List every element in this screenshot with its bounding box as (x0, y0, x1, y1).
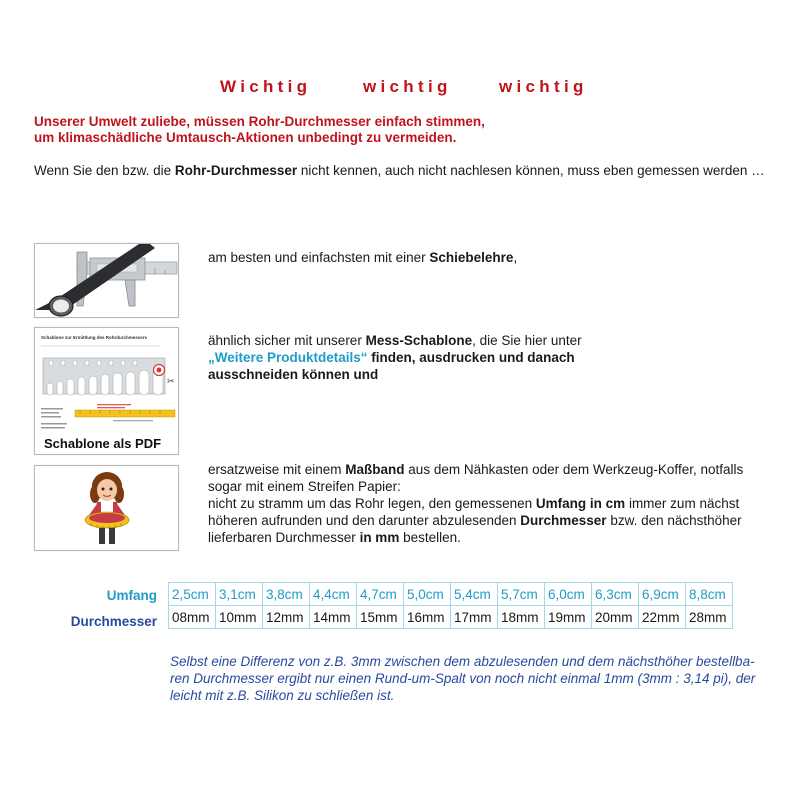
method-3-line-3-before: nicht zu stramm um das Rohr legen, den gemessenen (208, 496, 536, 511)
durchmesser-cell: 20mm (592, 606, 639, 629)
umfang-cell: 2,5cm (169, 583, 216, 606)
caliper-image (34, 243, 179, 318)
product-details-link[interactable]: „Weitere Produktdetails“ (208, 350, 368, 365)
durchmesser-cell: 15mm (357, 606, 404, 629)
intro-before: Wenn Sie den bzw. die (34, 163, 175, 178)
footnote-line-3: leicht mit z.B. Silikon zu schließen ist. (170, 688, 395, 703)
method-1-before: am besten und einfachsten mit einer (208, 250, 430, 265)
method-1-text (208, 249, 517, 266)
method-1-after: , (513, 250, 518, 265)
method-2-line-3-text: ausschneiden können und (208, 367, 379, 382)
svg-text:✂: ✂ (167, 377, 175, 387)
umfang-cell: 6,0cm (545, 583, 592, 606)
durchmesser-cell: 22mm (639, 606, 686, 629)
durchmesser-cell: 28mm (686, 606, 733, 629)
warning-line-2: um klimaschädliche Umtausch-Aktionen unbedingt zu vermeiden. (34, 130, 457, 145)
durchmesser-cell: 10mm (216, 606, 263, 629)
method-2-line-2 (208, 349, 582, 366)
intro-bold: Rohr-Durchmesser (174, 163, 298, 178)
umfang-row (169, 583, 733, 606)
title-word-1: Wichtig (220, 77, 312, 96)
method-2-before: ähnlich sicher mit unserer (208, 333, 366, 348)
durchmesser-cell: 17mm (451, 606, 498, 629)
umfang-cell: 3,8cm (263, 583, 310, 606)
method-3-line-5-before: lieferbaren Durchmesser (208, 530, 360, 545)
template-pdf-label: Schablone als PDF (44, 436, 162, 451)
method-3-text (208, 461, 743, 546)
method-3-line-1-before: ersatzweise mit einem (208, 462, 346, 477)
warning-line-1: Unserer Umwelt zuliebe, müssen Rohr-Durchmesser einfach stimmen, (34, 114, 485, 129)
template-pdf-image[interactable] (34, 327, 179, 455)
method-3-line-2: sogar mit einem Streifen Papier: (208, 479, 401, 494)
title-row (0, 77, 800, 99)
method-3-line-3-bold: Umfang in cm (535, 496, 626, 511)
method-1-bold: Schiebelehre (429, 250, 514, 265)
method-3-line-5-after: bestellen. (399, 530, 461, 545)
footnote-line-1: Selbst eine Differenz von z.B. 3mm zwischen dem abzulesenden und dem nächsthöher bestellba- (170, 654, 755, 669)
method-3-line-4-after: bzw. den nächsthöher (606, 513, 742, 528)
title-word-3: wichtig (499, 77, 588, 96)
umfang-cell: 4,7cm (357, 583, 404, 606)
umfang-cell: 5,4cm (451, 583, 498, 606)
method-3-line-1-after: aus dem Nähkasten oder dem Werkzeug-Koffer, notfalls (404, 462, 744, 477)
method-2-after: , die Sie hier unter (472, 333, 582, 348)
footnote-line-2: ren Durchmesser ergibt nur einen Rund-um-Spalt von noch nicht einmal 1mm (3mm : 3,14 pi), der (170, 671, 756, 686)
umfang-label: Umfang (106, 588, 157, 603)
umfang-cell: 5,0cm (404, 583, 451, 606)
durchmesser-label: Durchmesser (70, 614, 157, 629)
method-2-text (208, 332, 582, 383)
tape-measure-figure-image (34, 465, 179, 551)
durchmesser-cell: 18mm (498, 606, 545, 629)
umfang-cell: 6,3cm (592, 583, 639, 606)
template-thumb-header: Schablone zur Ermittlung des Rohrdurchmessers (41, 335, 148, 340)
umfang-cell: 3,1cm (216, 583, 263, 606)
warning-text (34, 114, 485, 146)
intro-text (34, 163, 765, 178)
tape-measure-figure-icon (35, 466, 178, 550)
umfang-cell: 6,9cm (639, 583, 686, 606)
durchmesser-cell: 19mm (545, 606, 592, 629)
method-3-line-4-before: höheren aufrunden und den darunter abzulesenden (208, 513, 521, 528)
method-2-line-2-text: finden, ausdrucken und danach (367, 350, 575, 365)
method-3-line-3-after: immer zum nächst (625, 496, 740, 511)
method-3-line-3 (208, 495, 743, 512)
method-3-line-4 (208, 512, 743, 529)
method-2-bold: Mess-Schablone (365, 333, 473, 348)
caliper-icon (35, 244, 178, 317)
footnote (170, 653, 770, 704)
method-3-line-4-bold: Durchmesser (520, 513, 607, 528)
durchmesser-cell: 08mm (169, 606, 216, 629)
durchmesser-cell: 12mm (263, 606, 310, 629)
title-word-2: wichtig (363, 77, 452, 96)
umfang-cell: 5,7cm (498, 583, 545, 606)
measurement-table (168, 582, 733, 629)
umfang-cell: 4,4cm (310, 583, 357, 606)
method-3-line-5 (208, 529, 743, 546)
umfang-cell: 8,8cm (686, 583, 733, 606)
intro-after: nicht kennen, auch nicht nachlesen können, muss eben gemessen werden … (297, 163, 765, 178)
method-3-line-5-bold: in mm (359, 530, 400, 545)
durchmesser-cell: 14mm (310, 606, 357, 629)
durchmesser-cell: 16mm (404, 606, 451, 629)
method-2-line-3 (208, 366, 582, 383)
method-3-line-1-bold: Maßband (345, 462, 405, 477)
method-3-line-1 (208, 461, 743, 478)
method-2-line-1 (208, 332, 582, 349)
durchmesser-row (169, 606, 733, 629)
